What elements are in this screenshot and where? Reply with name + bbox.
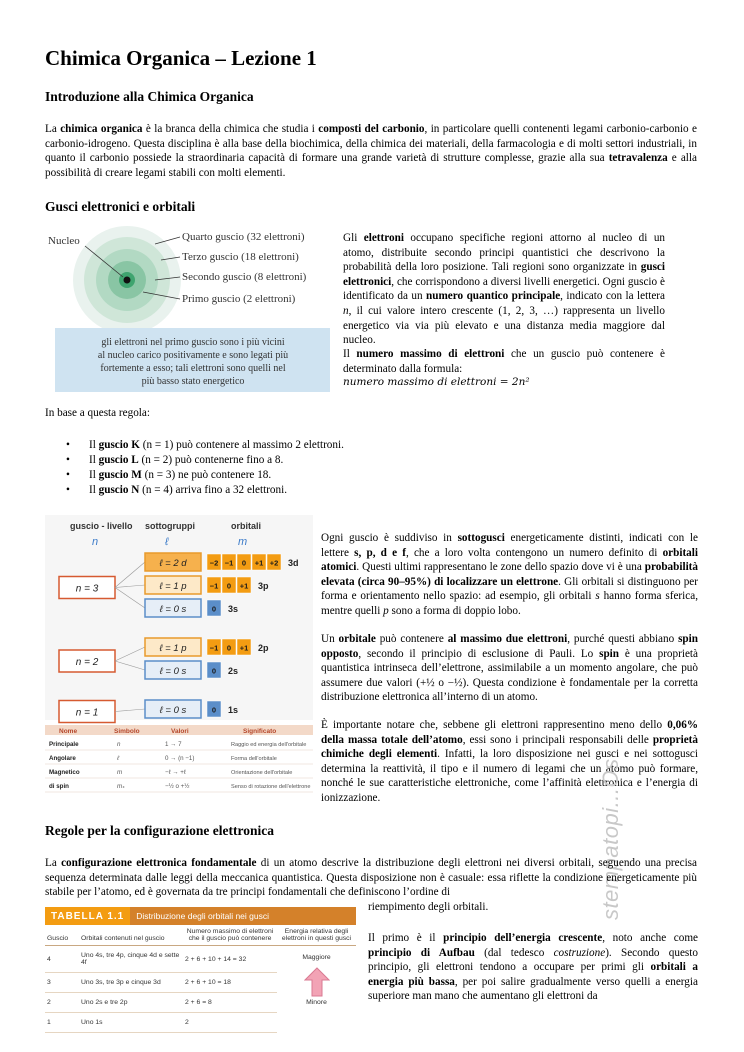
bold-run: sottogusci <box>457 532 505 544</box>
text-run: . Gli orbitali si distinguono per forma e orientamento nello spazio: ad esempio, gli orbitali <box>321 575 698 603</box>
orbital-name: 2s <box>228 666 239 676</box>
shell-label-2: Secondo guscio (8 elettroni) <box>182 271 307 283</box>
text-run: (n = 1) può contenere al massimo 2 elettroni. <box>139 439 344 451</box>
italic-run: costruzione <box>553 946 606 959</box>
table-row <box>45 946 356 973</box>
bold-run: guscio K <box>98 439 140 451</box>
list-item: • Il guscio N (n = 4) arriva fino a 32 elettroni. <box>66 484 288 496</box>
nucleus <box>124 277 131 284</box>
text-run: può contenere <box>375 633 448 645</box>
list-item: • Il guscio K (n = 1) può contenere al massimo 2 elettroni. <box>66 439 344 451</box>
watermark: stempatopi...Os <box>598 758 623 920</box>
italic-run: s <box>595 590 600 603</box>
bold-run: composti del carbonio <box>318 123 425 135</box>
qn-cell: Senso di rotazione dell'elettrone <box>231 784 311 790</box>
section-heading-shells: Gusci elettronici e orbitali <box>45 199 196 214</box>
text-run: . Questi ultimi rappresentano le zone dello spazio dove vi è una <box>356 561 645 574</box>
bold-run: 0,06% della massa totale dell’atomo <box>321 719 698 746</box>
cell-shell: 2 <box>45 993 79 1013</box>
bold-run: spin <box>599 647 619 660</box>
qn-cell: Angolare <box>49 755 76 762</box>
text-run: (n = 3) ne può contenere 18. <box>141 469 272 481</box>
th-energy: Energia relativa degli elettroni in questi gusci <box>277 925 356 946</box>
cell-shell: 4 <box>45 946 79 973</box>
text-run: , che a loro volta contengono un numero definito di <box>405 546 663 559</box>
caption-line-4: più basso stato energetico <box>141 376 245 387</box>
text-run: Il <box>343 348 357 360</box>
shell-level-label: n = 2 <box>75 657 99 668</box>
text-run: (dal tedesco <box>474 946 554 959</box>
max-electrons-formula: numero massimo di elettroni = 2n² <box>343 376 530 388</box>
orbital-name: 3d <box>288 558 299 568</box>
caption-line-1: gli elettroni nel primo guscio sono i più vicini <box>101 337 285 348</box>
orbital-m-value: 0 <box>211 604 217 614</box>
italic-run: n <box>343 304 349 317</box>
bold-run: guscio M <box>98 469 142 481</box>
orbital-m-value: 0 <box>241 558 247 568</box>
cell-shell: 3 <box>45 973 79 993</box>
energy-high-label: Maggiore <box>302 954 331 961</box>
bold-run: al massimo due elettroni <box>447 633 568 645</box>
list-item: • Il guscio M (n = 3) ne può contenere 18. <box>66 469 272 481</box>
orbital-m-value: +2 <box>269 558 279 568</box>
nucleus-label: Nucleo <box>48 235 80 247</box>
text-run: , secondo il principio di esclusione di Pauli. Lo <box>358 647 600 660</box>
electron-shells-figure <box>45 222 335 394</box>
bold-run: principio di Aufbau <box>368 946 475 959</box>
text-run: di un atomo descrive la distribuzione degli elettroni nei diversi orbitali, seguendo una precisa sequenza determinata dalle leggi della meccanica quantistica. Questa disposizione non è casuale: essa riflette la condizione energeticamente più stabile per l’atomo, ed è governata da tre principi fondamentali che definiscono l’ordine di <box>45 857 697 899</box>
orbital-m-value: +1 <box>239 643 249 653</box>
bold-run: principio dell’energia crescente <box>443 932 603 944</box>
text-run: , in particolare quelli contenenti legami carbonio-carbonio e carbonio-idrogeno. Questa disciplina è alla base della biochimica, della chimica dei materiali, della farmacologia e di molti settori industriali, in quanto il carbonio possiede la straordinaria capacità di formare una grande varietà di strutture complesse, grazie alla sua <box>45 123 697 165</box>
qn-header-values: Valori <box>171 728 189 735</box>
orbital-m-value: −1 <box>224 558 234 568</box>
text-run: ). Secondo questo principio, gli elettroni tendono a occupare per primi gli <box>368 946 698 974</box>
col-header-orbitals: orbitali <box>231 521 262 531</box>
shell-label-1: Primo guscio (2 elettroni) <box>182 293 296 305</box>
col-symbol-m: m <box>238 536 248 548</box>
bold-run: configurazione elettronica fondamentale <box>61 857 257 869</box>
bold-run: numero massimo di elettroni <box>356 348 505 360</box>
text-run: È importante notare che, sebbene gli elettroni rappresentino meno dello <box>321 719 668 731</box>
section-heading-config: Regole per la configurazione elettronica <box>45 823 274 838</box>
text-run: , purché questi abbiano <box>567 633 679 645</box>
page-title: Chimica Organica – Lezione 1 <box>45 46 317 70</box>
orbitals-diagram <box>45 515 313 805</box>
col-header-shell: guscio - livello <box>70 521 133 531</box>
config-paragraph-tail: riempimento degli orbitali. <box>368 901 489 913</box>
orbital-name: 2p <box>258 643 269 653</box>
shells-paragraph <box>343 231 665 348</box>
shell-label-4: Quarto guscio (32 elettroni) <box>182 231 305 243</box>
th-shell: Guscio <box>45 925 79 946</box>
max-electrons-paragraph <box>343 347 665 376</box>
orbitals-figure <box>45 515 313 805</box>
text-run: , noto anche come <box>602 932 698 944</box>
th-max-electrons: Numero massimo di elettroni che il guscio può contenere <box>183 925 277 946</box>
text-run: Il <box>89 439 99 451</box>
bold-run: s, p, d e f <box>354 546 406 559</box>
config-paragraph <box>45 856 697 900</box>
table-title-bar <box>45 907 356 925</box>
text-run: Gli <box>343 232 364 244</box>
text-run: , essi sono i principali responsabili delle <box>462 733 653 746</box>
orbital-m-value: −2 <box>209 558 219 568</box>
subshells-paragraph <box>321 531 698 619</box>
bold-run: chimica organica <box>60 123 143 135</box>
text-run: . Infatti, la loro disposizione nei gusci e nei sottogusci determina la reattività, il tipo e il numero di legami che un atomo può formare, nonché le sue caratteristiche elettroniche, come l’affinità elettronica e l’energia di ionizzazione. <box>321 748 698 804</box>
orbital-name: 1s <box>228 705 239 715</box>
text-run: Il <box>89 469 99 481</box>
bold-run: elettroni <box>363 232 404 244</box>
table-title: Distribuzione degli orbitali nei gusci <box>130 907 356 925</box>
list-item: • Il guscio L (n = 2) può contenerne fino a 8. <box>66 454 284 466</box>
rule-intro: In base a questa regola: <box>45 407 150 419</box>
text-run: sono a forma di doppio lobo. <box>388 604 521 617</box>
intro-paragraph <box>45 122 697 180</box>
subshell-label: ℓ = 0 s <box>159 604 187 615</box>
bold-run: numero quantico principale <box>426 290 561 303</box>
energy-low-label: Minore <box>306 999 327 1006</box>
italic-run: p <box>383 604 389 617</box>
orbital-m-value: 0 <box>226 643 232 653</box>
shell-level-label: n = 1 <box>75 707 99 719</box>
qn-cell: n <box>117 741 121 748</box>
qn-cell: 1 → 7 <box>165 741 182 748</box>
orbital-name: 3s <box>228 604 239 614</box>
qn-cell: Orientazione dell'orbitale <box>231 770 293 776</box>
text-run: , indicato con la lettera <box>560 290 665 303</box>
text-run: Il primo è il <box>368 932 444 944</box>
subshell-label: ℓ = 0 s <box>159 666 187 677</box>
text-run: e alla possibilità di creare legami stabili con molti elementi. <box>45 152 697 179</box>
orbital-m-value: −1 <box>209 581 219 591</box>
cell-orbitals: Uno 3s, tre 3p e cinque 3d <box>79 973 183 993</box>
text-run: che un guscio può contenere è determinato dalla formula: <box>343 348 665 375</box>
qn-cell: ℓ <box>117 755 120 762</box>
table-body <box>45 925 356 1033</box>
table-number: TABELLA 1.1 <box>51 910 125 922</box>
text-run: , che corrispondono a diversi livelli energetici. Ogni guscio è identificato da un <box>343 275 665 303</box>
bold-run: spin opposto <box>321 633 698 660</box>
text-run: (n = 4) arriva fino a 32 elettroni. <box>139 484 288 496</box>
text-run: energeticamente distinti, indicati con le lettere <box>321 532 698 559</box>
bold-run: gusci elettronici <box>343 261 665 288</box>
subshell-label: ℓ = 1 p <box>159 581 187 592</box>
qn-cell: 0 → (n −1) <box>165 755 195 762</box>
table-orbital-distribution <box>45 907 356 1047</box>
text-run: , il cui valore intero crescente (1, 2, 3, …) rappresenta un livello energetico via via più elevato e una distanza media maggiore dal nucleo. <box>343 304 665 347</box>
bold-run: guscio N <box>98 484 140 496</box>
text-run: Il <box>89 454 99 466</box>
bold-run: proprietà chimiche degli elementi <box>321 733 698 761</box>
subshell-label: ℓ = 0 s <box>159 705 187 716</box>
text-run: è la branca della chimica che studia i <box>142 123 319 135</box>
bold-run: tetravalenza <box>608 152 668 165</box>
orbital-m-value: 0 <box>226 581 232 591</box>
shell-capacity-list <box>45 438 445 498</box>
cell-max: 2 + 6 + 10 = 18 <box>183 973 277 993</box>
text-run: Ogni guscio è suddiviso in <box>321 532 458 544</box>
th-orbitals: Orbitali contenuti nel guscio <box>79 925 183 946</box>
qn-header-name: Nome <box>59 728 78 735</box>
qn-cell: Principale <box>49 741 79 748</box>
electron-mass-paragraph <box>321 718 698 806</box>
cell-orbitals: Uno 1s <box>79 1013 183 1033</box>
orbital-m-value: 0 <box>211 666 217 676</box>
text-run: La <box>45 123 61 135</box>
cell-orbitals: Uno 2s e tre 2p <box>79 993 183 1013</box>
energy-arrow-icon <box>304 967 330 997</box>
col-symbol-l: ℓ <box>165 536 169 548</box>
qn-cell: Forma dell'orbitale <box>231 756 277 762</box>
shell-label-3: Terzo guscio (18 elettroni) <box>182 251 299 263</box>
bold-run: guscio L <box>98 454 139 466</box>
shells-diagram <box>45 222 335 394</box>
cell-shell: 1 <box>45 1013 79 1033</box>
orbital-m-value: 0 <box>211 705 217 715</box>
bold-run: probabilità elevata (circa 90–95%) di localizzare un elettrone <box>321 561 698 588</box>
caption-line-3: fortemente a esso; tali elettroni sono quelli nel <box>100 363 286 374</box>
cell-orbitals: Uno 4s, tre 4p, cinque 4d e sette 4f <box>79 946 183 973</box>
qn-cell: Magnetico <box>49 769 80 776</box>
text-run: (n = 2) può contenerne fino a 8. <box>138 454 284 466</box>
qn-cell: di spin <box>49 783 69 790</box>
orbital-name: 3p <box>258 581 269 591</box>
orbital-m-value: −1 <box>209 643 219 653</box>
qn-cell: Raggio ed energia dell'orbitale <box>231 742 307 748</box>
bold-run: orbitali a energia più bassa <box>368 961 698 988</box>
orbital-capacity-paragraph <box>321 632 698 705</box>
text-run: è una proprietà quantistica intrinseca dell’elettrone, assimilabile a un momento angolare, che può assumere due valori (+½ o −½). Questa condizione è fondamentale per la corretta distribuzione elettronica all’interno di un atomo. <box>321 647 698 704</box>
qn-cell: −ℓ → +ℓ <box>165 769 186 776</box>
shell-level-label: n = 3 <box>75 583 99 595</box>
qn-header-symbol: Simbolo <box>114 728 140 735</box>
caption-line-2: al nucleo carico positivamente e sono legati più <box>97 350 289 361</box>
qn-cell: m <box>117 769 123 776</box>
section-heading-intro: Introduzione alla Chimica Organica <box>45 89 254 104</box>
cell-max: 2 <box>183 1013 277 1033</box>
aufbau-paragraph <box>368 931 698 1004</box>
cell-max: 2 + 6 + 10 + 14 = 32 <box>183 946 277 973</box>
subshell-label: ℓ = 1 p <box>159 643 187 654</box>
qn-header-meaning: Significato <box>243 728 277 735</box>
text-run: hanno forma sferica, mentre quelli <box>321 590 698 617</box>
col-symbol-n: n <box>92 536 99 548</box>
text-run: Il <box>89 484 99 496</box>
bold-run: orbitale <box>338 633 376 645</box>
bold-run: orbitali atomici <box>321 546 698 574</box>
orbital-m-value: +1 <box>254 558 264 568</box>
qn-cell: mₛ <box>117 783 125 790</box>
text-run: , per poi salire gradualmente verso quelli a energia superiore man mano che aumentano gli elettroni da <box>368 975 698 1003</box>
cell-max: 2 + 6 = 8 <box>183 993 277 1013</box>
orbital-m-value: +1 <box>239 581 249 591</box>
subshell-label: ℓ = 2 d <box>159 558 187 569</box>
text-run: occupano specifiche regioni attorno al nucleo di un atomo, distribuite secondo principi quantistici che descrivono la probabilità della loro posizione. Tali regioni sono organizzate in <box>343 232 666 274</box>
energy-cell <box>277 946 356 1033</box>
col-header-subshell: sottogruppi <box>145 521 195 531</box>
text-run: Un <box>321 633 339 645</box>
qn-cell: −½ o +½ <box>165 783 190 790</box>
text-run: La <box>45 857 62 869</box>
